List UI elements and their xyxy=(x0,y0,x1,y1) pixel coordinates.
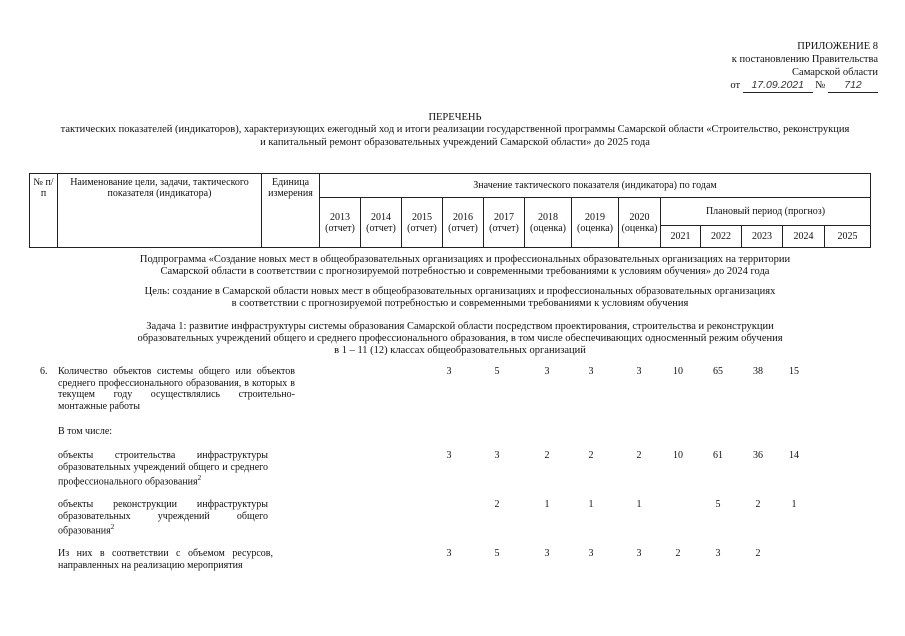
row-label-of-them: Из них в соответствии с объемом ресурсов, направленных на реализацию мероприятия xyxy=(58,548,273,571)
appendix-line-3: Самарской области xyxy=(792,67,878,78)
row-value: 15 xyxy=(789,366,799,377)
subtitle-line-2: и капитальный ремонт образовательных учреждений Самарской области» до 2025 года xyxy=(260,136,650,148)
subprogram-line-1: Подпрограмма «Создание новых мест в общеобразовательных организациях и профессиональных образовательных организациях на территории xyxy=(139,254,791,265)
appendix-title: ПРИЛОЖЕНИЕ 8 xyxy=(797,41,878,52)
row-value: 65 xyxy=(713,366,723,377)
row-value: 3 xyxy=(446,366,452,377)
header-year-2014: 2014 (отчет) xyxy=(361,198,402,248)
header-plan-2021: 2021 xyxy=(661,225,701,247)
header-year-2015: 2015 (отчет) xyxy=(402,198,443,248)
document-subtitle xyxy=(30,124,880,149)
row-value: 2 xyxy=(755,499,761,510)
header-name: Наименование цели, задачи, тактического показателя (индикатора) xyxy=(58,174,262,248)
row-value: 1 xyxy=(588,499,594,510)
row-value: 1 xyxy=(544,499,550,510)
row-value: 2 xyxy=(588,450,594,461)
row-label-reconstruction: объекты реконструкции инфраструктуры образовательных учреждений общего образования$^2$ xyxy=(58,499,268,537)
row-value: 2 xyxy=(755,548,761,559)
goal-text xyxy=(120,286,800,310)
row-number: 6. xyxy=(40,366,48,377)
row-value: 3 xyxy=(544,366,550,377)
row-value: 3 xyxy=(544,548,550,559)
row-value: 5 xyxy=(494,366,500,377)
goal-line-1: Цель: создание в Самарской области новых мест в общеобразовательных организациях и профессиональных образовательных организациях xyxy=(144,286,776,297)
row-value: 38 xyxy=(753,366,763,377)
appendix-date-line xyxy=(730,79,878,93)
subtitle-line-1: тактических показателей (индикаторов), характеризующих ежегодный ход и итоги реализации государственной программы Самарской области «Строительство, реконструкция xyxy=(60,124,850,135)
header-year-2016: 2016 (отчет) xyxy=(443,198,484,248)
row-value: 36 xyxy=(753,450,763,461)
row-value: 3 xyxy=(588,548,594,559)
row-value: 61 xyxy=(713,450,723,461)
task-line-1: Задача 1: развитие инфраструктуры системы образования Самарской области посредством проектирования, строительства и реконструкции xyxy=(146,321,774,332)
row-value: 3 xyxy=(636,366,642,377)
subprogram-text xyxy=(135,254,795,278)
appendix-block xyxy=(730,40,878,93)
header-year-2013: 2013 (отчет) xyxy=(320,198,361,248)
row-value: 5 xyxy=(494,548,500,559)
header-plan-2025: 2025 xyxy=(825,225,871,247)
row-value: 10 xyxy=(673,450,683,461)
header-unit: Единица измерения xyxy=(262,174,320,248)
document-title: ПЕРЕЧЕНЬ xyxy=(428,112,482,123)
date-prefix: от xyxy=(730,80,741,91)
task-line-2: образовательных учреждений общего и среднего профессионального образования, в том числе обеспечивающих односменный режим обучения xyxy=(137,333,783,344)
header-plan-period: Плановый период (прогноз) xyxy=(661,198,871,225)
header-plan-2024: 2024 xyxy=(783,225,825,247)
header-plan-2023: 2023 xyxy=(742,225,783,247)
header-year-2020: 2020 (оценка) xyxy=(619,198,661,248)
row-value: 3 xyxy=(588,366,594,377)
goal-line-2: в соответствии с прогнозируемой потребностью и современными требованиями к условиям обучения xyxy=(231,298,689,309)
subprogram-line-2: Самарской области в соответствии с прогнозируемой потребностью и современными требованиями к условиям обучения» до 2024 года xyxy=(160,266,770,277)
header-num: № п/п xyxy=(30,174,58,248)
header-year-2018: 2018 (оценка) xyxy=(525,198,572,248)
header-year-2017: 2017 (отчет) xyxy=(484,198,525,248)
row-value: 2 xyxy=(544,450,550,461)
indicator-table-header xyxy=(29,173,871,248)
task-text xyxy=(110,321,810,357)
row-value: 10 xyxy=(673,366,683,377)
row-value: 2 xyxy=(636,450,642,461)
row-label-including: В том числе: xyxy=(58,426,113,437)
number-prefix: № xyxy=(815,80,826,91)
row-value: 1 xyxy=(791,499,797,510)
row-value: 2 xyxy=(494,499,500,510)
header-plan-2022: 2022 xyxy=(701,225,742,247)
header-year-2019: 2019 (оценка) xyxy=(572,198,619,248)
row-value: 14 xyxy=(789,450,799,461)
row-label-construction: объекты строительства инфраструктуры образовательных учреждений общего и среднего профессионального образования$^2$ xyxy=(58,450,268,488)
row-value: 5 xyxy=(715,499,721,510)
row-value: 2 xyxy=(675,548,681,559)
row-value: 1 xyxy=(636,499,642,510)
row-value: 3 xyxy=(636,548,642,559)
header-values: Значение тактического показателя (индикатора) по годам xyxy=(320,174,871,198)
number-value: 712 xyxy=(828,79,878,93)
row-value: 3 xyxy=(715,548,721,559)
row-value: 3 xyxy=(494,450,500,461)
task-line-3: в 1 – 11 (12) классах общеобразовательных организаций xyxy=(334,345,586,356)
date-value: 17.09.2021 xyxy=(743,79,813,93)
row-label: Количество объектов системы общего или объектов среднего профессионального образования, в которых в текущем году осуществлялись строительно-монтажные работы xyxy=(58,366,295,412)
row-value: 3 xyxy=(446,548,452,559)
row-value: 3 xyxy=(446,450,452,461)
appendix-line-2: к постановлению Правительства xyxy=(731,54,878,65)
